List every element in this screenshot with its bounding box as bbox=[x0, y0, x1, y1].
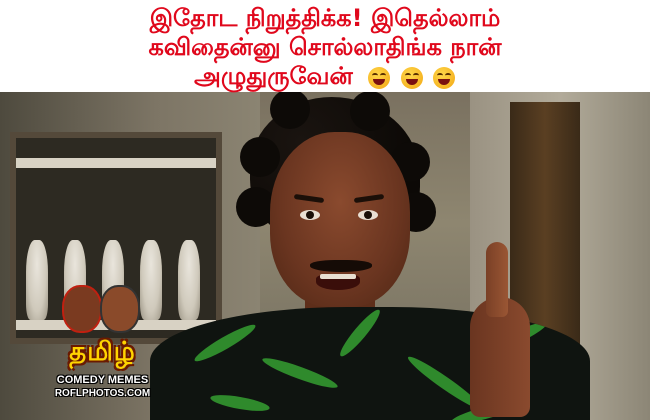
watermark-logo bbox=[40, 277, 165, 417]
teeth bbox=[320, 274, 356, 279]
logo-subtitle: COMEDY MEMES bbox=[56, 374, 149, 386]
meme-caption bbox=[0, 4, 650, 92]
logo-wordmark: தமிழ் bbox=[69, 337, 136, 367]
caption-line-1: இதோட நிறுத்திக்க! இதெல்லாம் bbox=[149, 4, 501, 32]
laughing-emoji-group bbox=[367, 63, 456, 92]
laughing-face-icon bbox=[368, 67, 390, 89]
caption-line-2: கவிதைன்னு சொல்லாதிங்க நான் bbox=[148, 33, 502, 61]
eye bbox=[300, 210, 320, 220]
logo-faces bbox=[62, 277, 142, 339]
caption-line-3 bbox=[0, 62, 650, 92]
laughing-face-icon bbox=[433, 67, 455, 89]
mustache bbox=[310, 260, 372, 272]
caption-line-3-text: அழுதுருவேன் bbox=[194, 62, 353, 90]
face bbox=[270, 132, 410, 307]
eye bbox=[358, 210, 378, 220]
eyebrow bbox=[294, 194, 324, 203]
eyebrow bbox=[354, 194, 384, 203]
index-finger bbox=[486, 242, 508, 317]
laughing-face-icon bbox=[401, 67, 423, 89]
logo-url: ROFLPHOTOS.COM bbox=[54, 388, 151, 399]
